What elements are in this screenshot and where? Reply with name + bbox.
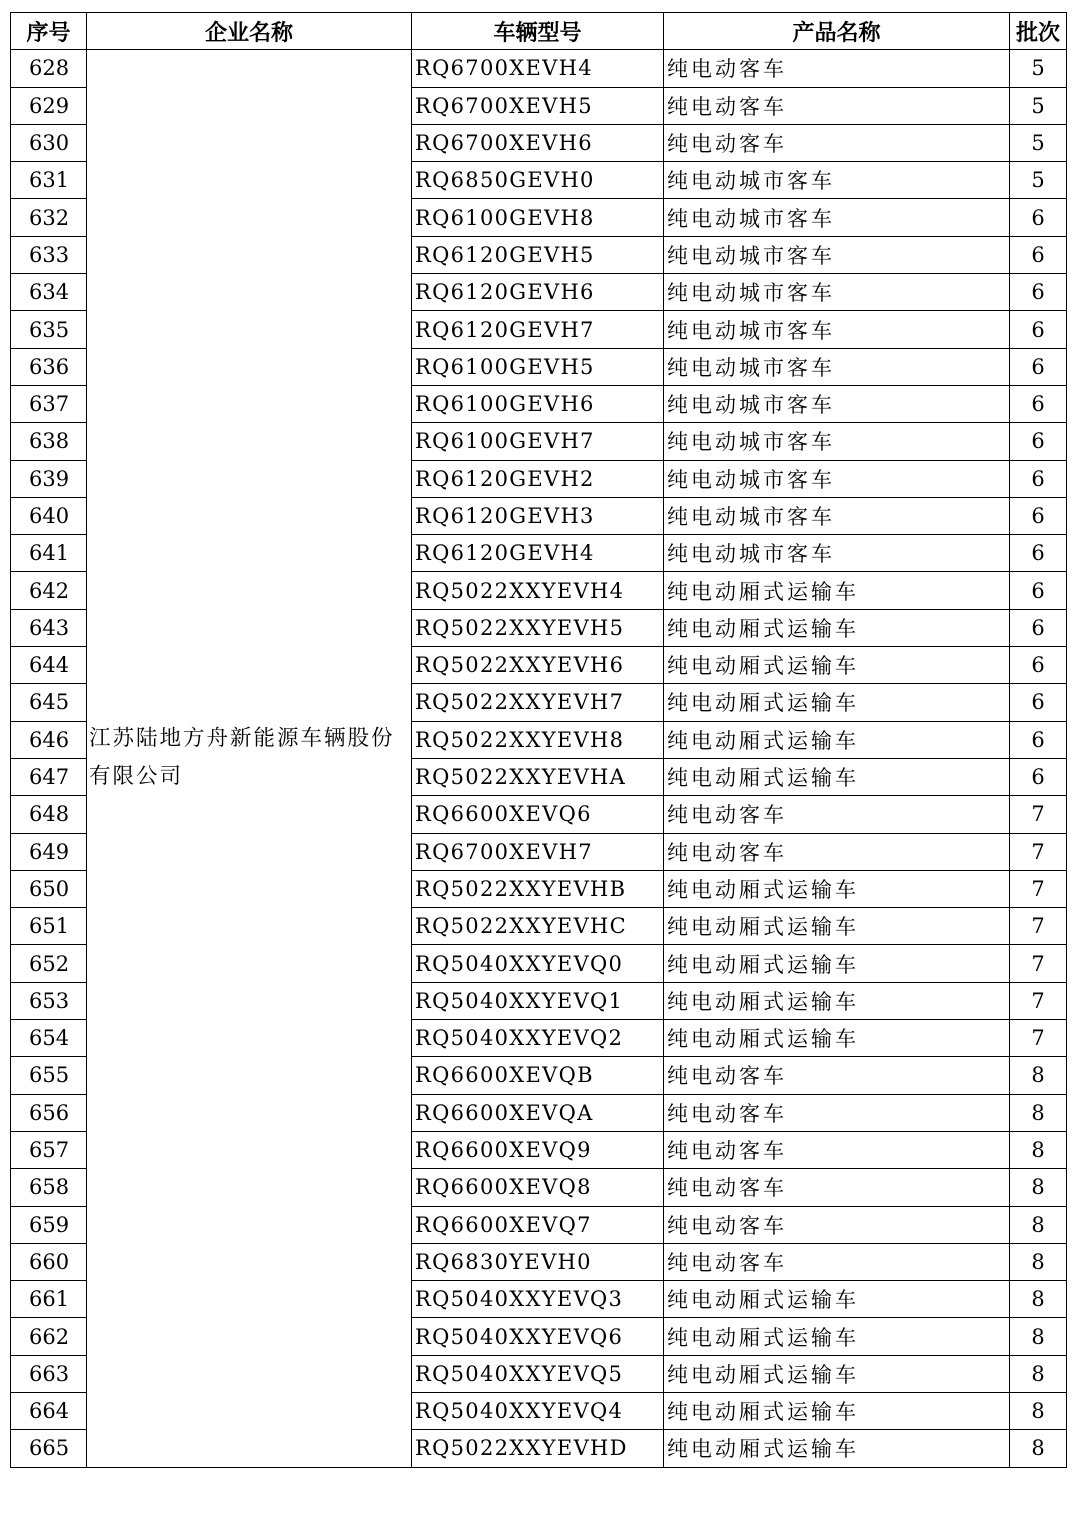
model-cell: RQ5040XXYEVQ2 — [412, 1020, 664, 1057]
product-cell: 纯电动城市客车 — [664, 423, 1010, 460]
seq-cell: 652 — [11, 945, 87, 982]
batch-cell: 6 — [1010, 497, 1067, 534]
model-cell: RQ5040XXYEVQ6 — [412, 1318, 664, 1355]
seq-cell: 661 — [11, 1281, 87, 1318]
product-cell: 纯电动厢式运输车 — [664, 1020, 1010, 1057]
model-cell: RQ5022XXYEVH7 — [412, 684, 664, 721]
product-cell: 纯电动城市客车 — [664, 497, 1010, 534]
seq-cell: 645 — [11, 684, 87, 721]
batch-cell: 7 — [1010, 945, 1067, 982]
header-row — [11, 13, 1067, 50]
model-cell: RQ5022XXYEVH5 — [412, 609, 664, 646]
seq-cell: 658 — [11, 1169, 87, 1206]
batch-cell: 8 — [1010, 1392, 1067, 1429]
batch-cell: 6 — [1010, 535, 1067, 572]
product-cell: 纯电动厢式运输车 — [664, 684, 1010, 721]
product-cell: 纯电动厢式运输车 — [664, 945, 1010, 982]
batch-cell: 7 — [1010, 1020, 1067, 1057]
product-cell: 纯电动客车 — [664, 87, 1010, 124]
batch-cell: 8 — [1010, 1355, 1067, 1392]
product-cell: 纯电动城市客车 — [664, 348, 1010, 385]
header-seq: 序号 — [11, 13, 87, 50]
product-cell: 纯电动城市客车 — [664, 535, 1010, 572]
seq-cell: 655 — [11, 1057, 87, 1094]
product-cell: 纯电动客车 — [664, 796, 1010, 833]
product-cell: 纯电动厢式运输车 — [664, 572, 1010, 609]
model-cell: RQ6120GEVH4 — [412, 535, 664, 572]
model-cell: RQ6700XEVH7 — [412, 833, 664, 870]
seq-cell: 660 — [11, 1243, 87, 1280]
product-cell: 纯电动城市客车 — [664, 162, 1010, 199]
batch-cell: 6 — [1010, 572, 1067, 609]
batch-cell: 8 — [1010, 1206, 1067, 1243]
batch-cell: 6 — [1010, 423, 1067, 460]
batch-cell: 5 — [1010, 124, 1067, 161]
batch-cell: 6 — [1010, 236, 1067, 273]
product-cell: 纯电动厢式运输车 — [664, 1318, 1010, 1355]
model-cell: RQ6120GEVH2 — [412, 460, 664, 497]
company-name-cell: 江苏陆地方舟新能源车辆股份有限公司 — [87, 50, 412, 1467]
product-cell: 纯电动城市客车 — [664, 460, 1010, 497]
product-cell: 纯电动客车 — [664, 1243, 1010, 1280]
model-cell: RQ5022XXYEVHD — [412, 1430, 664, 1467]
seq-cell: 640 — [11, 497, 87, 534]
model-cell: RQ6830YEVH0 — [412, 1243, 664, 1280]
seq-cell: 634 — [11, 274, 87, 311]
seq-cell: 646 — [11, 721, 87, 758]
batch-cell: 8 — [1010, 1131, 1067, 1168]
seq-cell: 657 — [11, 1131, 87, 1168]
model-cell: RQ6700XEVH6 — [412, 124, 664, 161]
seq-cell: 630 — [11, 124, 87, 161]
product-cell: 纯电动厢式运输车 — [664, 982, 1010, 1019]
batch-cell: 6 — [1010, 385, 1067, 422]
seq-cell: 656 — [11, 1094, 87, 1131]
batch-cell: 7 — [1010, 870, 1067, 907]
seq-cell: 644 — [11, 647, 87, 684]
product-cell: 纯电动城市客车 — [664, 274, 1010, 311]
product-cell: 纯电动厢式运输车 — [664, 1281, 1010, 1318]
model-cell: RQ6700XEVH4 — [412, 50, 664, 87]
seq-cell: 659 — [11, 1206, 87, 1243]
seq-cell: 663 — [11, 1355, 87, 1392]
batch-cell: 7 — [1010, 833, 1067, 870]
model-cell: RQ6600XEVQ6 — [412, 796, 664, 833]
product-cell: 纯电动客车 — [664, 1057, 1010, 1094]
model-cell: RQ5040XXYEVQ1 — [412, 982, 664, 1019]
product-cell: 纯电动城市客车 — [664, 385, 1010, 422]
product-cell: 纯电动城市客车 — [664, 311, 1010, 348]
seq-cell: 643 — [11, 609, 87, 646]
product-cell: 纯电动厢式运输车 — [664, 870, 1010, 907]
batch-cell: 7 — [1010, 982, 1067, 1019]
product-cell: 纯电动厢式运输车 — [664, 721, 1010, 758]
seq-cell: 639 — [11, 460, 87, 497]
seq-cell: 641 — [11, 535, 87, 572]
seq-cell: 635 — [11, 311, 87, 348]
seq-cell: 636 — [11, 348, 87, 385]
header-company: 企业名称 — [87, 13, 412, 50]
vehicle-table — [10, 12, 1067, 1468]
model-cell: RQ5022XXYEVH4 — [412, 572, 664, 609]
model-cell: RQ5022XXYEVHB — [412, 870, 664, 907]
model-cell: RQ5040XXYEVQ4 — [412, 1392, 664, 1429]
seq-cell: 649 — [11, 833, 87, 870]
product-cell: 纯电动厢式运输车 — [664, 1430, 1010, 1467]
model-cell: RQ6600XEVQ9 — [412, 1131, 664, 1168]
batch-cell: 6 — [1010, 460, 1067, 497]
model-cell: RQ6600XEVQ7 — [412, 1206, 664, 1243]
batch-cell: 6 — [1010, 348, 1067, 385]
seq-cell: 650 — [11, 870, 87, 907]
model-cell: RQ6600XEVQB — [412, 1057, 664, 1094]
product-cell: 纯电动厢式运输车 — [664, 1392, 1010, 1429]
seq-cell: 629 — [11, 87, 87, 124]
batch-cell: 5 — [1010, 50, 1067, 87]
seq-cell: 664 — [11, 1392, 87, 1429]
batch-cell: 6 — [1010, 199, 1067, 236]
product-cell: 纯电动客车 — [664, 1169, 1010, 1206]
header-product: 产品名称 — [664, 13, 1010, 50]
batch-cell: 6 — [1010, 758, 1067, 795]
product-cell: 纯电动厢式运输车 — [664, 758, 1010, 795]
seq-cell: 642 — [11, 572, 87, 609]
model-cell: RQ5040XXYEVQ3 — [412, 1281, 664, 1318]
seq-cell: 647 — [11, 758, 87, 795]
product-cell: 纯电动客车 — [664, 1131, 1010, 1168]
seq-cell: 633 — [11, 236, 87, 273]
product-cell: 纯电动厢式运输车 — [664, 647, 1010, 684]
product-cell: 纯电动客车 — [664, 50, 1010, 87]
model-cell: RQ6100GEVH6 — [412, 385, 664, 422]
model-cell: RQ6850GEVH0 — [412, 162, 664, 199]
batch-cell: 7 — [1010, 908, 1067, 945]
product-cell: 纯电动客车 — [664, 1094, 1010, 1131]
table-body — [11, 50, 1067, 1467]
batch-cell: 8 — [1010, 1094, 1067, 1131]
seq-cell: 651 — [11, 908, 87, 945]
model-cell: RQ6120GEVH6 — [412, 274, 664, 311]
batch-cell: 5 — [1010, 162, 1067, 199]
batch-cell: 6 — [1010, 684, 1067, 721]
product-cell: 纯电动厢式运输车 — [664, 908, 1010, 945]
seq-cell: 665 — [11, 1430, 87, 1467]
product-cell: 纯电动客车 — [664, 1206, 1010, 1243]
model-cell: RQ5040XXYEVQ5 — [412, 1355, 664, 1392]
table-row — [11, 50, 1067, 87]
model-cell: RQ5040XXYEVQ0 — [412, 945, 664, 982]
model-cell: RQ6100GEVH5 — [412, 348, 664, 385]
seq-cell: 662 — [11, 1318, 87, 1355]
product-cell: 纯电动客车 — [664, 124, 1010, 161]
batch-cell: 6 — [1010, 311, 1067, 348]
model-cell: RQ6100GEVH7 — [412, 423, 664, 460]
model-cell: RQ6600XEVQA — [412, 1094, 664, 1131]
batch-cell: 6 — [1010, 647, 1067, 684]
batch-cell: 8 — [1010, 1430, 1067, 1467]
seq-cell: 654 — [11, 1020, 87, 1057]
model-cell: RQ5022XXYEVH6 — [412, 647, 664, 684]
model-cell: RQ6100GEVH8 — [412, 199, 664, 236]
seq-cell: 638 — [11, 423, 87, 460]
model-cell: RQ6600XEVQ8 — [412, 1169, 664, 1206]
batch-cell: 6 — [1010, 721, 1067, 758]
model-cell: RQ6120GEVH5 — [412, 236, 664, 273]
seq-cell: 632 — [11, 199, 87, 236]
batch-cell: 8 — [1010, 1281, 1067, 1318]
header-model: 车辆型号 — [412, 13, 664, 50]
model-cell: RQ5022XXYEVH8 — [412, 721, 664, 758]
model-cell: RQ5022XXYEVHA — [412, 758, 664, 795]
seq-cell: 631 — [11, 162, 87, 199]
batch-cell: 8 — [1010, 1057, 1067, 1094]
batch-cell: 6 — [1010, 609, 1067, 646]
seq-cell: 653 — [11, 982, 87, 1019]
product-cell: 纯电动厢式运输车 — [664, 1355, 1010, 1392]
batch-cell: 6 — [1010, 274, 1067, 311]
batch-cell: 8 — [1010, 1318, 1067, 1355]
model-cell: RQ6120GEVH3 — [412, 497, 664, 534]
model-cell: RQ6700XEVH5 — [412, 87, 664, 124]
batch-cell: 8 — [1010, 1169, 1067, 1206]
batch-cell: 5 — [1010, 87, 1067, 124]
product-cell: 纯电动城市客车 — [664, 199, 1010, 236]
batch-cell: 8 — [1010, 1243, 1067, 1280]
product-cell: 纯电动客车 — [664, 833, 1010, 870]
product-cell: 纯电动厢式运输车 — [664, 609, 1010, 646]
product-cell: 纯电动城市客车 — [664, 236, 1010, 273]
model-cell: RQ6120GEVH7 — [412, 311, 664, 348]
batch-cell: 7 — [1010, 796, 1067, 833]
seq-cell: 637 — [11, 385, 87, 422]
header-batch: 批次 — [1010, 13, 1067, 50]
model-cell: RQ5022XXYEVHC — [412, 908, 664, 945]
seq-cell: 628 — [11, 50, 87, 87]
seq-cell: 648 — [11, 796, 87, 833]
